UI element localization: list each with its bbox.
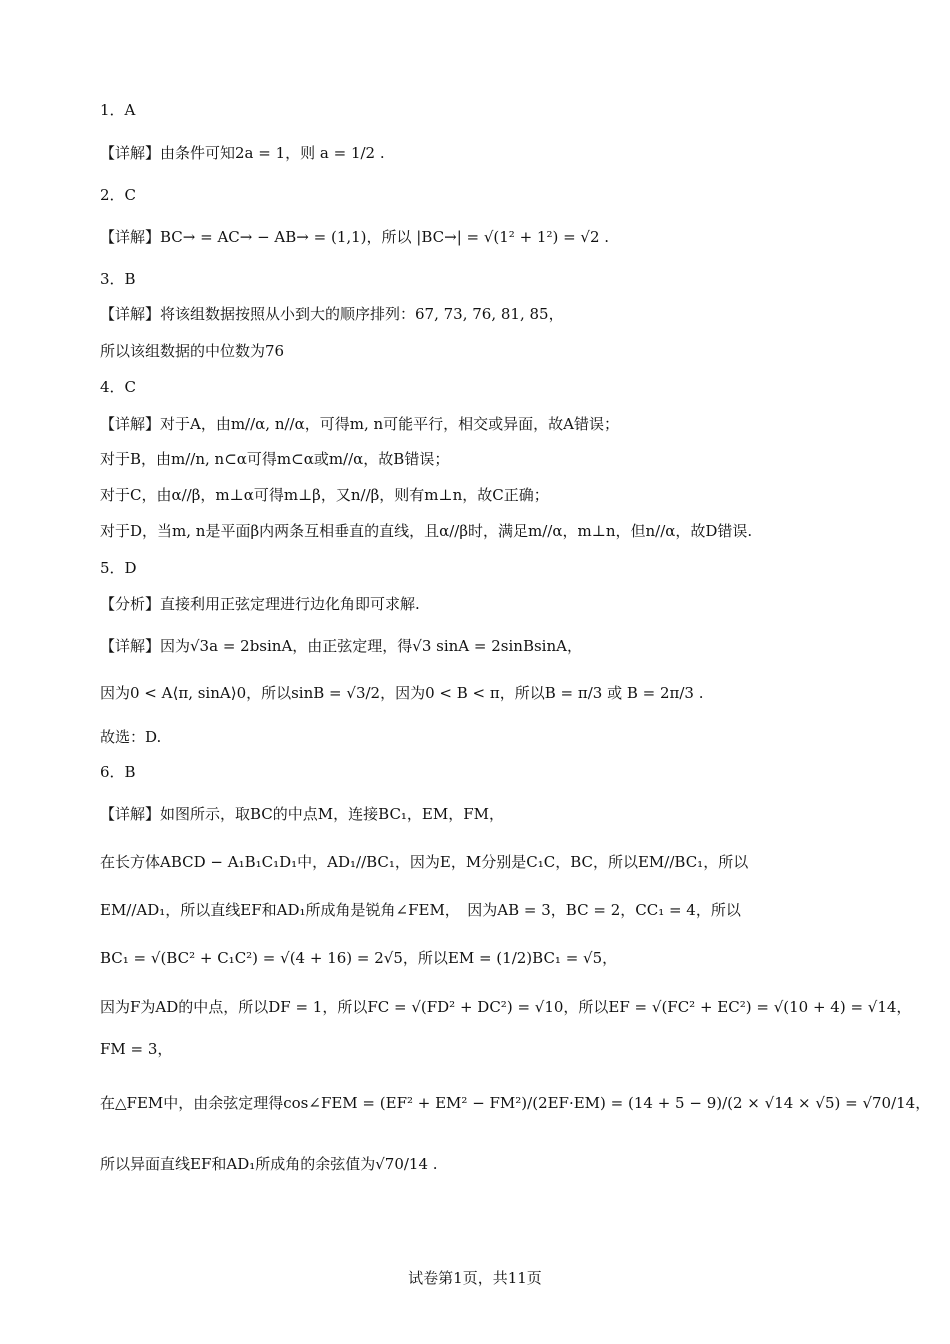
answer-4: 4．C — [100, 378, 137, 396]
analysis-5: 【分析】直接利用正弦定理进行边化角即可求解. — [100, 595, 420, 613]
page-footer: 试卷第1页，共11页 — [408, 1269, 542, 1287]
explanation-6-line-5: 因为F为AD的中点，所以DF = 1，所以FC = √(FD² + DC²) = √10，所以EF = √(FC² + EC²) = √(10 + 4) = √14， — [100, 998, 912, 1016]
explanation-6-line-4: BC₁ = √(BC² + C₁C²) = √(4 + 16) = 2√5，所以EM = (1/2)BC₁ = √5， — [100, 949, 618, 967]
answer-5: 5．D — [100, 559, 137, 577]
explanation-3-line-2: 所以该组数据的中位数为76 — [100, 342, 285, 360]
explanation-4-line-2: 对于B，由m//n, n⊂α可得m⊂α或m//α，故B错误； — [100, 450, 450, 468]
explanation-4-line-1: 【详解】对于A，由m//α, n//α，可得m, n可能平行，相交或异面，故A错误； — [100, 415, 619, 433]
answer-6: 6．B — [100, 763, 136, 781]
explanation-5-line-2: 因为0 < A⟨π, sinA⟩0，所以sinB = √3/2，因为0 < B < π，所以B = π/3 或 B = 2π/3 . — [100, 684, 704, 702]
answer-2: 2．C — [100, 186, 137, 204]
explanation-5-line-3: 故选：D. — [100, 728, 162, 746]
explanation-6-line-8: 所以异面直线EF和AD₁所成角的余弦值为√70/14 . — [100, 1155, 438, 1173]
explanation-6-line-1: 【详解】如图所示，取BC的中点M，连接BC₁，EM，FM， — [100, 805, 505, 823]
explanation-4-line-4: 对于D，当m, n是平面β内两条互相垂直的直线，且α//β时，满足m//α，m⊥n，但n//α，故D错误. — [100, 522, 753, 540]
answer-1: 1．A — [100, 101, 136, 119]
explanation-3-line-1: 【详解】将该组数据按照从小到大的顺序排列：67, 73, 76, 81, 85， — [100, 305, 564, 323]
explanation-6-line-3: EM//AD₁，所以直线EF和AD₁所成角是锐角∠FEM， 因为AB = 3，BC = 2，CC₁ = 4，所以 — [100, 901, 741, 919]
explanation-6-line-6: FM = 3， — [100, 1040, 173, 1058]
answer-3: 3．B — [100, 270, 136, 288]
explanation-4-line-3: 对于C，由α//β，m⊥α可得m⊥β，又n//β，则有m⊥n，故C正确； — [100, 486, 549, 504]
explanation-6-line-2: 在长方体ABCD − A₁B₁C₁D₁中，AD₁//BC₁，因为E，M分别是C₁C，BC，所以EM//BC₁，所以 — [100, 853, 749, 871]
explanation-6-line-7: 在△FEM中，由余弦定理得cos∠FEM = (EF² + EM² − FM²)/(2EF·EM) = (14 + 5 − 9)/(2 × √14 × √5) = √70/14， — [100, 1094, 931, 1112]
explanation-1: 【详解】由条件可知2a = 1，则 a = 1/2 . — [100, 144, 385, 162]
explanation-5-line-1: 【详解】因为√3a = 2bsinA，由正弦定理，得√3 sinA = 2sinBsinA， — [100, 637, 582, 655]
explanation-2: 【详解】BC→ = AC→ − AB→ = (1,1)，所以 |BC→| = √(1² + 1²) = √2 . — [100, 228, 610, 246]
